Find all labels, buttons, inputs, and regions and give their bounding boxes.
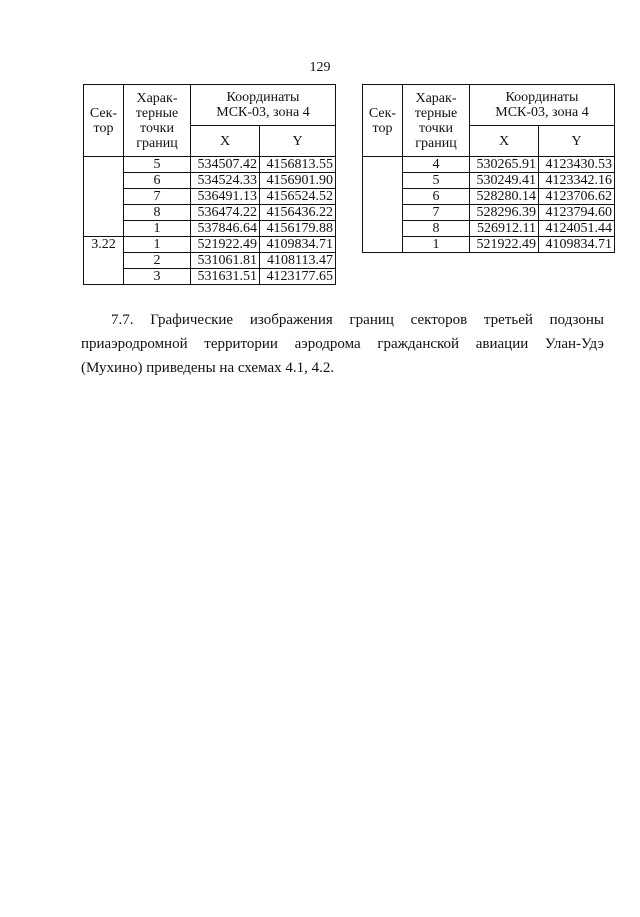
x-cell: 536474.22 bbox=[191, 205, 260, 221]
y-cell: 4108113.47 bbox=[260, 253, 336, 269]
header-point-line: границ bbox=[136, 135, 178, 151]
header-coordinates-line: Координаты bbox=[505, 90, 579, 105]
table-row bbox=[84, 237, 336, 253]
y-cell: 4123794.60 bbox=[539, 205, 615, 221]
x-cell: 537846.64 bbox=[191, 221, 260, 237]
header-point bbox=[403, 85, 470, 157]
point-cell: 5 bbox=[403, 173, 470, 189]
y-cell: 4156179.88 bbox=[260, 221, 336, 237]
header-point-line: Харак- bbox=[136, 90, 178, 106]
coordinates-table-right bbox=[362, 84, 615, 253]
table-row bbox=[84, 157, 336, 173]
point-cell: 5 bbox=[124, 157, 191, 173]
point-cell: 1 bbox=[124, 237, 191, 253]
x-cell: 531631.51 bbox=[191, 269, 260, 285]
sector-cell: 3.22 bbox=[84, 237, 124, 285]
header-y: Y bbox=[539, 126, 615, 157]
header-sector bbox=[84, 85, 124, 157]
x-cell: 530265.91 bbox=[470, 157, 539, 173]
point-cell: 8 bbox=[403, 221, 470, 237]
point-cell: 4 bbox=[403, 157, 470, 173]
point-cell: 6 bbox=[403, 189, 470, 205]
x-cell: 528280.14 bbox=[470, 189, 539, 205]
coordinates-table-left bbox=[83, 84, 336, 285]
y-cell: 4124051.44 bbox=[539, 221, 615, 237]
x-cell: 534524.33 bbox=[191, 173, 260, 189]
header-sector-line: тор bbox=[93, 120, 114, 136]
sector-cell bbox=[363, 157, 403, 253]
header-coordinates bbox=[470, 85, 615, 126]
point-cell: 7 bbox=[124, 189, 191, 205]
header-sector-line: Сек- bbox=[368, 105, 397, 121]
y-cell: 4109834.71 bbox=[260, 237, 336, 253]
point-cell: 7 bbox=[403, 205, 470, 221]
point-cell: 6 bbox=[124, 173, 191, 189]
x-cell: 521922.49 bbox=[191, 237, 260, 253]
header-point-line: терные bbox=[135, 105, 179, 121]
y-cell: 4156813.55 bbox=[260, 157, 336, 173]
y-cell: 4123177.65 bbox=[260, 269, 336, 285]
header-point-line: Харак- bbox=[415, 90, 457, 106]
header-point-line: терные bbox=[414, 105, 458, 121]
header-sector-line: Сек- bbox=[89, 105, 118, 121]
header-x: X bbox=[191, 126, 260, 157]
header-coordinates bbox=[191, 85, 336, 126]
header-coordinates-line: Координаты bbox=[226, 90, 300, 105]
y-cell: 4123430.53 bbox=[539, 157, 615, 173]
point-cell: 1 bbox=[124, 221, 191, 237]
header-coordinates-line: МСК-03, зона 4 bbox=[495, 105, 589, 120]
y-cell: 4156901.90 bbox=[260, 173, 336, 189]
point-cell: 2 bbox=[124, 253, 191, 269]
paragraph-number: 7.7. bbox=[111, 312, 134, 328]
paragraph-text: Графические изображения границ секторов третьей подзоны приаэродромной территории аэродрома гражданской авиации Улан-Удэ (Мухино) приведены на схемах 4.1, 4.2. bbox=[81, 312, 604, 376]
sector-cell bbox=[84, 157, 124, 237]
page-number: 129 bbox=[309, 60, 331, 75]
header-point bbox=[124, 85, 191, 157]
x-cell: 536491.13 bbox=[191, 189, 260, 205]
header-x: X bbox=[470, 126, 539, 157]
x-cell: 521922.49 bbox=[470, 237, 539, 253]
x-cell: 528296.39 bbox=[470, 205, 539, 221]
body-paragraph bbox=[81, 308, 604, 380]
header-sector bbox=[363, 85, 403, 157]
y-cell: 4109834.71 bbox=[539, 237, 615, 253]
table-row bbox=[363, 157, 615, 173]
y-cell: 4123342.16 bbox=[539, 173, 615, 189]
y-cell: 4123706.62 bbox=[539, 189, 615, 205]
x-cell: 526912.11 bbox=[470, 221, 539, 237]
point-cell: 1 bbox=[403, 237, 470, 253]
point-cell: 8 bbox=[124, 205, 191, 221]
y-cell: 4156524.52 bbox=[260, 189, 336, 205]
point-cell: 3 bbox=[124, 269, 191, 285]
x-cell: 530249.41 bbox=[470, 173, 539, 189]
header-y: Y bbox=[260, 126, 336, 157]
x-cell: 531061.81 bbox=[191, 253, 260, 269]
y-cell: 4156436.22 bbox=[260, 205, 336, 221]
header-sector-line: тор bbox=[372, 120, 393, 136]
x-cell: 534507.42 bbox=[191, 157, 260, 173]
header-point-line: точки bbox=[140, 120, 174, 136]
header-point-line: границ bbox=[415, 135, 457, 151]
header-point-line: точки bbox=[419, 120, 453, 136]
header-coordinates-line: МСК-03, зона 4 bbox=[216, 105, 310, 120]
